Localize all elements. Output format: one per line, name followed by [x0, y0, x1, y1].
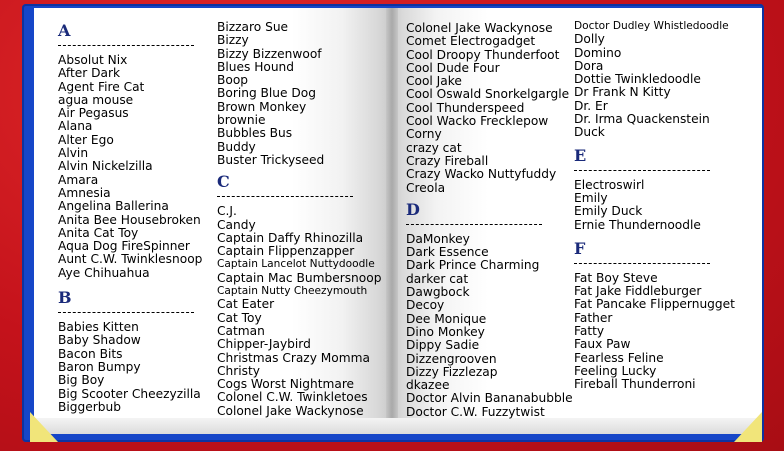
name-entry[interactable]: Chipper-Jaybird	[217, 337, 311, 352]
column-4	[574, 20, 735, 392]
name-entry[interactable]: Agent Fire Cat	[58, 79, 145, 94]
name-list-d	[406, 233, 573, 419]
name-list-f	[574, 272, 735, 392]
name-entry[interactable]: Dee Monique	[406, 311, 487, 326]
name-entry[interactable]: Dr Frank N Kitty	[574, 85, 671, 100]
name-entry[interactable]: Blues Hound	[217, 59, 294, 74]
name-entry[interactable]: Doctor C.W. Fuzzytwist	[406, 404, 545, 419]
book-spine	[386, 8, 398, 418]
name-entry[interactable]: Aunt C.W. Twinklesnoop	[58, 252, 203, 267]
name-entry[interactable]: Dino Monkey	[406, 324, 485, 339]
right-page-corner	[734, 412, 762, 442]
name-entry[interactable]: Boring Blue Dog	[217, 86, 316, 101]
name-entry[interactable]: Alter Ego	[58, 132, 114, 147]
name-entry[interactable]: Cool Dude Four	[406, 60, 500, 75]
left-page-corner	[30, 412, 58, 442]
name-entry[interactable]: Captain Flippenzapper	[217, 244, 355, 259]
name-entry[interactable]: Duck	[574, 125, 605, 140]
name-entry[interactable]: Colonel C.W. Twinkletoes	[217, 390, 368, 405]
name-entry[interactable]: Baby Shadow	[58, 333, 141, 348]
name-entry[interactable]: After Dark	[58, 66, 121, 81]
name-entry[interactable]: Alana	[58, 119, 93, 134]
name-entry[interactable]: brownie	[217, 113, 266, 128]
name-entry[interactable]: Cat Eater	[217, 297, 275, 312]
name-entry[interactable]: Dora	[574, 58, 604, 73]
name-entry[interactable]: Comet Electrogadget	[406, 34, 536, 49]
name-entry[interactable]: Air Pegasus	[58, 106, 129, 121]
name-entry[interactable]: Fat Pancake Flippernugget	[574, 297, 735, 312]
name-entry[interactable]: Colonel Jake Wackynose	[217, 403, 364, 418]
name-entry[interactable]: Fat Boy Steve	[574, 270, 658, 285]
name-list-c-continued	[406, 22, 573, 195]
name-entry[interactable]: Bubbles Bus	[217, 126, 293, 141]
name-entry[interactable]: Domino	[574, 45, 622, 60]
name-entry[interactable]: Alvin	[58, 146, 89, 161]
name-entry[interactable]: Babies Kitten	[58, 320, 139, 335]
name-entry[interactable]: Emily	[574, 190, 608, 205]
name-entry[interactable]: Cool Droopy Thunderfoot	[406, 47, 560, 62]
section-letter-a: A	[58, 21, 71, 40]
name-entry[interactable]: dkazee	[406, 378, 450, 393]
name-entry[interactable]: Captain Nutty Cheezymouth	[217, 285, 368, 298]
name-entry[interactable]: Amnesia	[58, 185, 111, 200]
name-list-b-continued	[217, 21, 381, 167]
name-entry[interactable]: Bizzaro Sue	[217, 20, 289, 34]
name-entry[interactable]: Captain Mac Bumbersnoop	[217, 270, 382, 285]
name-entry[interactable]: Christy	[217, 363, 260, 378]
name-entry[interactable]: Ernie Thundernoodle	[574, 217, 701, 232]
column-1	[58, 22, 202, 414]
name-entry[interactable]: Fireball Thunderroni	[574, 377, 696, 392]
name-entry[interactable]: Dr. Irma Quackenstein	[574, 112, 710, 127]
name-entry[interactable]: Corny	[406, 127, 442, 142]
column-3	[406, 22, 573, 419]
name-entry[interactable]: Baron Bumpy	[58, 359, 141, 374]
name-entry[interactable]: DaMonkey	[406, 231, 470, 246]
name-entry[interactable]: Big Boy	[58, 373, 105, 388]
name-entry[interactable]: Bizzy	[217, 33, 249, 48]
name-entry[interactable]: Catman	[217, 323, 265, 338]
name-entry[interactable]: Angelina Ballerina	[58, 199, 169, 214]
name-entry[interactable]: Buddy	[217, 139, 256, 154]
page-edges	[34, 418, 762, 434]
name-list-c	[217, 205, 381, 418]
section-letter-e: E	[574, 145, 587, 165]
name-entry[interactable]: Dawgbock	[406, 285, 470, 300]
section-divider	[58, 312, 194, 313]
name-entry[interactable]: Fatty	[574, 324, 605, 339]
name-entry[interactable]: Dr. Er	[574, 98, 608, 113]
section-letter-f: F	[574, 238, 586, 258]
name-entry[interactable]: Dizzengrooven	[406, 351, 497, 366]
name-entry[interactable]: Captain Daffy Rhinozilla	[217, 230, 364, 245]
name-entry[interactable]: Crazy Fireball	[406, 153, 489, 168]
name-entry[interactable]: Dippy Sadie	[406, 338, 480, 353]
name-entry[interactable]: Fat Jake Fiddleburger	[574, 284, 702, 299]
section-divider	[574, 263, 710, 264]
section-letter-d: D	[406, 199, 420, 219]
section-letter-c: C	[217, 172, 230, 192]
name-entry[interactable]: Aqua Dog FireSpinner	[58, 239, 190, 254]
column-2	[217, 21, 381, 418]
name-entry[interactable]: Anita Cat Toy	[58, 225, 139, 240]
name-entry[interactable]: Amara	[58, 172, 99, 187]
name-list-b	[58, 321, 202, 414]
name-entry[interactable]: Captain Lancelot Nuttydoodle	[217, 258, 375, 271]
name-entry[interactable]: Buster Trickyseed	[217, 152, 325, 167]
name-entry[interactable]: agua mouse	[58, 92, 134, 107]
name-entry[interactable]: crazy cat	[406, 140, 462, 155]
name-entry[interactable]: Cool Oswald Snorkelgargle	[406, 87, 570, 102]
section-divider	[217, 196, 353, 197]
section-divider	[574, 170, 710, 171]
name-entry[interactable]: Big Scooter Cheezyzilla	[58, 386, 201, 401]
name-entry[interactable]: Colonel Jake Wackynose	[406, 21, 553, 35]
name-entry[interactable]: Dolly	[574, 32, 605, 47]
section-letter-b: B	[58, 288, 72, 308]
name-entry[interactable]: Aye Chihuahua	[58, 265, 150, 280]
name-entry[interactable]: Creola	[406, 180, 446, 195]
name-entry[interactable]: Doctor Alvin Bananabubble	[406, 391, 573, 406]
name-entry[interactable]: Dottie Twinkledoodle	[574, 72, 701, 87]
name-entry[interactable]: Alvin Nickelzilla	[58, 159, 153, 174]
name-list-d-continued	[574, 20, 735, 140]
name-entry[interactable]: Father	[574, 310, 613, 325]
name-entry[interactable]: Feeling Lucky	[574, 363, 657, 378]
name-entry[interactable]: darker cat	[406, 271, 469, 286]
name-entry[interactable]: Boop	[217, 73, 249, 88]
section-divider	[406, 224, 542, 225]
name-entry[interactable]: Fearless Feline	[574, 350, 664, 365]
name-entry[interactable]: Cool Jake	[406, 74, 462, 89]
name-list-e	[574, 179, 735, 232]
section-divider	[58, 45, 194, 46]
name-entry[interactable]: C.J.	[217, 204, 237, 219]
name-entry[interactable]: Dark Essence	[406, 245, 489, 260]
name-entry[interactable]: Absolut Nix	[58, 53, 128, 67]
name-entry[interactable]: Emily Duck	[574, 204, 643, 219]
name-entry[interactable]: Candy	[217, 217, 256, 232]
name-entry[interactable]: Christmas Crazy Momma	[217, 350, 370, 365]
name-entry[interactable]: Cogs Worst Nightmare	[217, 377, 355, 392]
name-entry[interactable]: Bizzy Bizzenwoof	[217, 46, 322, 61]
name-entry[interactable]: Electroswirl	[574, 177, 645, 192]
name-entry[interactable]: Cool Thunderspeed	[406, 100, 525, 115]
name-list-a	[58, 54, 202, 280]
name-entry[interactable]: Faux Paw	[574, 337, 631, 352]
name-entry[interactable]: Dizzy Fizzlezap	[406, 364, 498, 379]
name-entry[interactable]: Cool Wacko Frecklepow	[406, 114, 549, 129]
name-entry[interactable]: Dark Prince Charming	[406, 258, 540, 273]
name-entry[interactable]: Decoy	[406, 298, 445, 313]
name-entry[interactable]: Brown Monkey	[217, 99, 307, 114]
name-entry[interactable]: Anita Bee Housebroken	[58, 212, 201, 227]
name-entry[interactable]: Cat Toy	[217, 310, 262, 325]
name-entry[interactable]: Biggerbub	[58, 399, 121, 414]
name-entry[interactable]: Crazy Wacko Nuttyfuddy	[406, 167, 557, 182]
name-entry[interactable]: Bacon Bits	[58, 346, 123, 361]
name-entry[interactable]: Doctor Dudley Whistledoodle	[574, 20, 729, 32]
